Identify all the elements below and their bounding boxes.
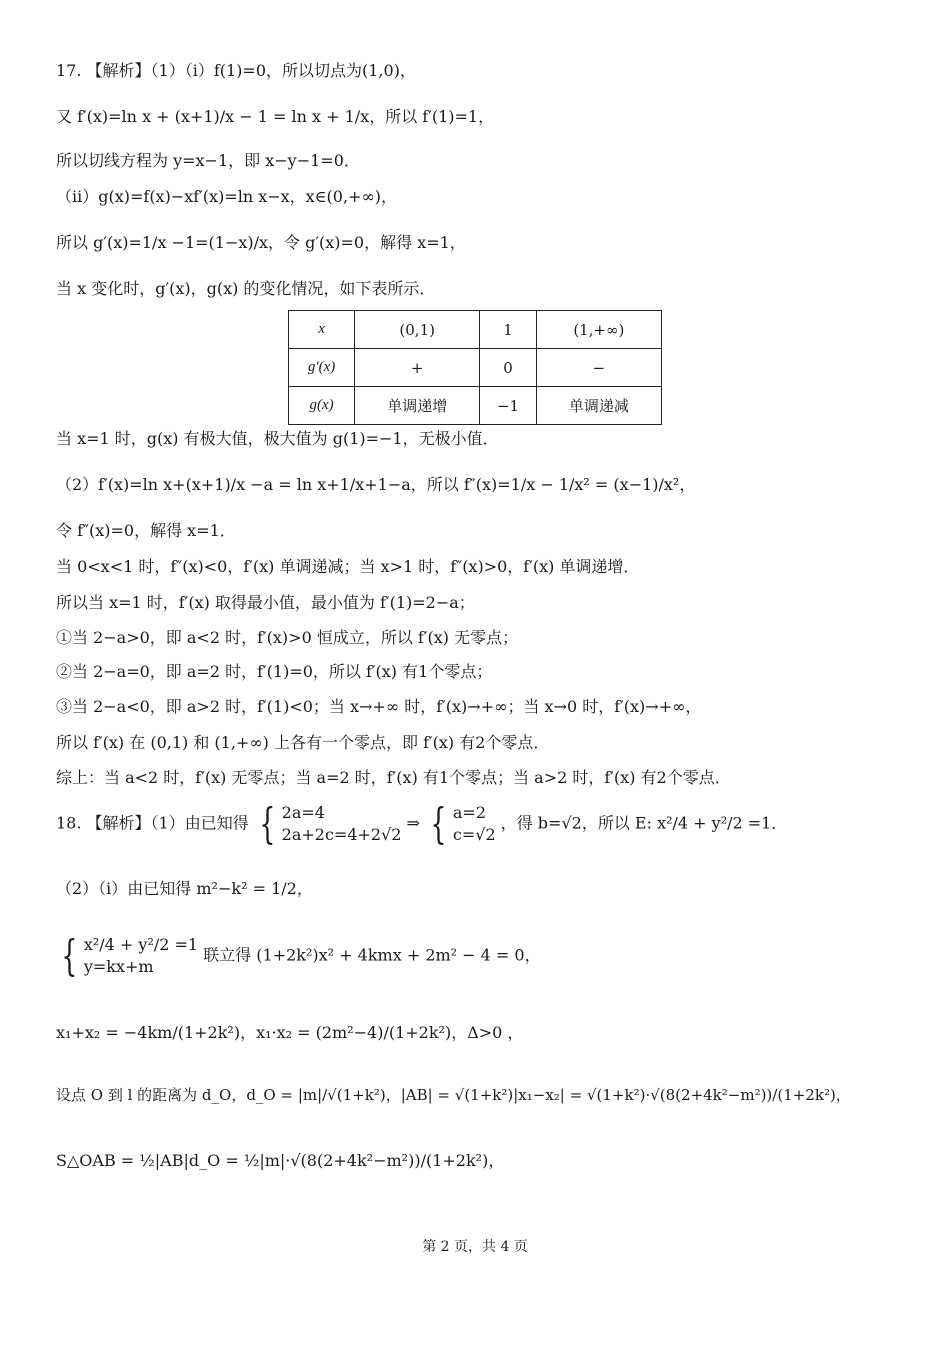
equation: 2a=4: [281, 803, 325, 822]
q18-line-3: [56, 931, 541, 980]
q18-result: ，得 b=√2，所以 E: x²/4 + y²/2 =1．: [500, 813, 788, 833]
equation: a=2: [452, 803, 486, 822]
table-cell: (1,+∞): [536, 311, 661, 349]
q17-line-16: 综上：当 a<2 时，f′(x) 无零点；当 a=2 时，f′(x) 有1个零点；当 a>2 时，f′(x) 有2个零点．: [56, 768, 731, 787]
q17-line-1: 17. 【解析】（1）（i）f(1)=0，所以切点为(1,0)，: [56, 61, 416, 80]
table-cell: 单调递减: [536, 387, 661, 425]
brace-symbol: {: [259, 799, 276, 848]
table-cell: g(x): [289, 387, 355, 425]
table-header-row: [289, 311, 662, 349]
q18-line-4: x₁+x₂ = −4km/(1+2k²)，x₁·x₂ = (2m²−4)/(1+2k²)，Δ>0 ，: [56, 1023, 524, 1042]
table-cell: x: [289, 311, 355, 349]
implies-symbol: ⇒: [406, 813, 420, 833]
q17-line-2: 又 f′(x)=ln x + (x+1)/x − 1 = ln x + 1/x，所以 f′(1)=1，: [56, 107, 495, 126]
equation-system-1: [282, 802, 402, 846]
equation: y=kx+m: [83, 957, 154, 976]
table-row: [289, 349, 662, 387]
q17-line-8: （2）f′(x)=ln x+(x+1)/x −a = ln x+1/x+1−a，所以 f″(x)=1/x − 1/x² = (x−1)/x²，: [56, 475, 696, 494]
q18-line-6: S△OAB = ½|AB|d_O = ½|m|·√(8(2+4k²−m²))/(1+2k²)，: [56, 1151, 505, 1170]
q17-line-10: 当 0<x<1 时，f″(x)<0，f′(x) 单调递减；当 x>1 时，f″(x)>0，f′(x) 单调递增．: [56, 557, 640, 576]
table-row: [289, 387, 662, 425]
table-cell: g′(x): [289, 349, 355, 387]
q17-line-12: ①当 2−a>0，即 a<2 时，f′(x)>0 恒成立，所以 f′(x) 无零点；: [56, 628, 519, 647]
equation-system-2: [453, 802, 496, 846]
q17-line-15: 所以 f′(x) 在 (0,1) 和 (1,+∞) 上各有一个零点，即 f′(x) 有2个零点．: [56, 733, 550, 752]
q17-line-6: 当 x 变化时，g′(x)，g(x) 的变化情况，如下表所示．: [56, 279, 436, 298]
q17-line-9: 令 f″(x)=0，解得 x=1．: [56, 521, 236, 540]
q17-line-7: 当 x=1 时，g(x) 有极大值，极大值为 g(1)=−1，无极小值．: [56, 429, 499, 448]
q17-line-3: 所以切线方程为 y=x−1，即 x−y−1=0．: [56, 151, 360, 170]
q18-intro: 18. 【解析】（1）由已知得: [56, 813, 249, 833]
q17-line-14: ③当 2−a<0，即 a>2 时，f′(1)<0；当 x→+∞ 时，f′(x)→+∞；当 x→0 时，f′(x)→+∞，: [56, 697, 702, 716]
q18-line-5: 设点 O 到 l 的距离为 d_O，d_O = |m|/√(1+k²)，|AB| = √(1+k²)|x₁−x₂| = √(1+k²)·√(8(2+4k²−m²))/(1+2k²)，: [56, 1086, 851, 1104]
brace-symbol: {: [61, 931, 78, 980]
simultaneous-result: 联立得 (1+2k²)x² + 4kmx + 2m² − 4 = 0，: [203, 945, 541, 965]
equation: c=√2: [452, 825, 496, 844]
table-cell: 单调递增: [355, 387, 480, 425]
q17-line-5: 所以 g′(x)=1/x −1=(1−x)/x，令 g′(x)=0，解得 x=1，: [56, 233, 466, 252]
q18-line-1: [56, 799, 788, 848]
brace-symbol: {: [430, 799, 447, 848]
table-cell: (0,1): [355, 311, 480, 349]
equation: 2a+2c=4+2√2: [281, 825, 402, 844]
table-cell: +: [355, 349, 480, 387]
table-cell: −: [536, 349, 661, 387]
page-footer: 第 2 页，共 4 页: [422, 1239, 528, 1255]
table-cell: 0: [480, 349, 536, 387]
equation-system-3: [84, 934, 198, 978]
variation-table: [288, 310, 662, 425]
q17-line-4: （ii）g(x)=f(x)−xf′(x)=ln x−x，x∈(0,+∞)，: [56, 187, 398, 206]
equation: x²/4 + y²/2 =1: [83, 935, 199, 954]
q17-line-11: 所以当 x=1 时，f′(x) 取得最小值，最小值为 f′(1)=2−a；: [56, 593, 475, 612]
table-cell: 1: [480, 311, 536, 349]
q18-line-2: （2）（i）由已知得 m²−k² = 1/2，: [56, 879, 313, 898]
q17-line-13: ②当 2−a=0，即 a=2 时，f′(1)=0，所以 f′(x) 有1个零点；: [56, 662, 493, 681]
table-cell: −1: [480, 387, 536, 425]
